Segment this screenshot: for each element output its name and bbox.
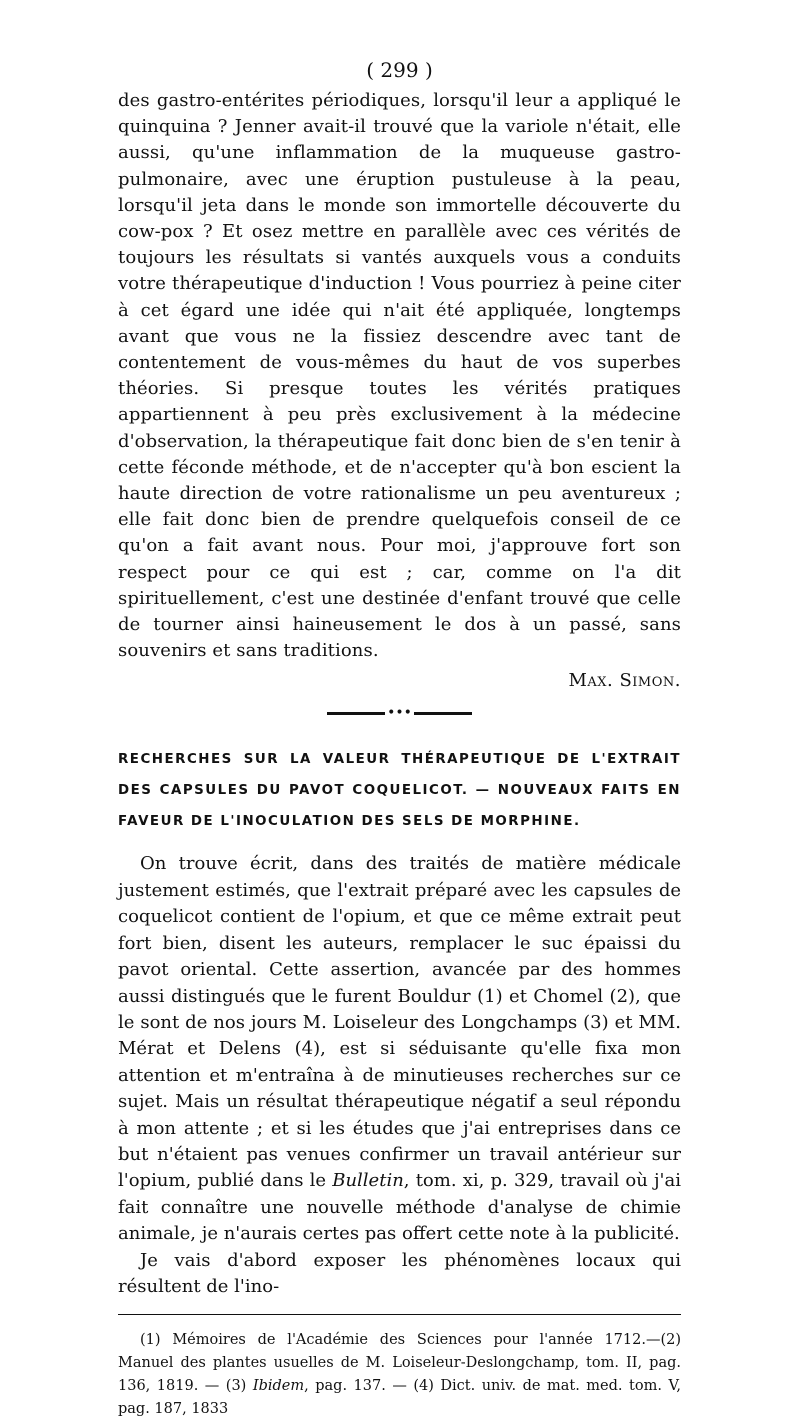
paragraph-text-end: , tom. xi, p. 329, travail où j'ai fait connaître une nouvelle méthode d'analyse de chimie animale, je n'aurais certes pas offert cette note à la publicité.: [118, 1170, 681, 1245]
section-ornament: [118, 706, 681, 720]
paragraph-text: On trouve écrit, dans des traités de matière médicale justement estimés, que l'extrait préparé avec les capsules de coquelicot contient de l'opium, et que ce même extrait peut fort bien, disent les auteurs, remplacer le suc épaissi du pavot oriental. Cette assertion, avancée par des hommes aussi distingués que le furent Bouldur (1) et Chomel (2), que le sont de nos jours M. Loiseleur des Longchamps (3) et MM. Mérat et Delens (4), est si séduisante qu'elle fixa mon attention et m'entraîna à de minutieuses recherches sur ce sujet. Mais un résultat thérapeutique négatif a seul répondu à mon attente ; et si les études que j'ai entreprises dans ce but n'étaient pas venues confirmer un travail antérieur sur l'opium, publié dans le: [118, 853, 681, 1192]
journal-title: Bulletin: [332, 1170, 404, 1192]
footnote-italic: Ibidem: [252, 1378, 305, 1395]
page-number: ( 299 ): [366, 58, 433, 82]
article-paragraph-2: Je vais d'abord exposer les phénomènes locaux qui résultent de l'ino-: [118, 1249, 681, 1297]
footnote-text-end: , pag. 137. — (4) Dict. univ. de mat. med. tom. V, pag. 187, 1833: [118, 1378, 681, 1418]
article-title: RECHERCHES SUR LA VALEUR THÉRAPEUTIQUE DE L'EXTRAIT DES CAPSULES DU PAVOT COQUELICOT. — NOUVEAUX FAITS EN FAVEUR DE L'INOCULATION DES SELS DE MORPHINE.: [118, 752, 681, 830]
footnote-text: (1) Mémoires de l'Académie des Sciences pour l'année 1712.—(2) Manuel des plantes usuelles de M. Loiseleur-Deslongchamp, tom. II, pag. 136, 1819. — (3): [118, 1332, 681, 1395]
ornament-dots: •••: [387, 705, 412, 722]
opening-paragraph: des gastro-entérites périodiques, lorsqu'il leur a appliqué le quinquina ? Jenner avait-il trouvé que la variole n'était, elle aussi, qu'une inflammation de la muqueuse gastro-pulmonaire, avec une éruption pustuleuse à la peau, lorsqu'il jeta dans le monde son immortelle découverte du cow-pox ? Et osez mettre en parallèle avec ces vérités de toujours les résultats si vantés auxquels vous a conduits votre thérapeutique d'induction ! Vous pourriez à peine citer à cet égard une idée qui n'ait été appliquée, longtemps avant que vous ne la fissiez descendre avec tant de contentement de vous-mêmes du haut de vos superbes théories. Si presque toutes les vérités pratiques appartiennent à peu près exclusivement à la médecine d'observation, la thérapeutique fait donc bien de s'en tenir à cette féconde méthode, et de n'accepter qu'à bon escient la haute direction de votre rationalisme un peu aventureux ; elle fait donc bien de prendre quelquefois conseil de ce qu'on a fait avant nous. Pour moi, j'approuve fort son respect pour ce qui est ; car, comme on l'a dit spirituellement, c'est une destinée d'enfant trouvé que celle de tourner ainsi haineusement le dos à un passé, sans souvenirs et sans traditions.: [118, 90, 681, 662]
author-signature: Max. Simon.: [568, 670, 681, 692]
footnotes: [118, 1329, 681, 1421]
article-paragraph: [118, 851, 681, 1247]
page: [118, 58, 681, 1421]
ornament-line-left: [327, 712, 385, 715]
ornament-line-right: [414, 712, 472, 715]
footnote-rule: [118, 1314, 681, 1315]
